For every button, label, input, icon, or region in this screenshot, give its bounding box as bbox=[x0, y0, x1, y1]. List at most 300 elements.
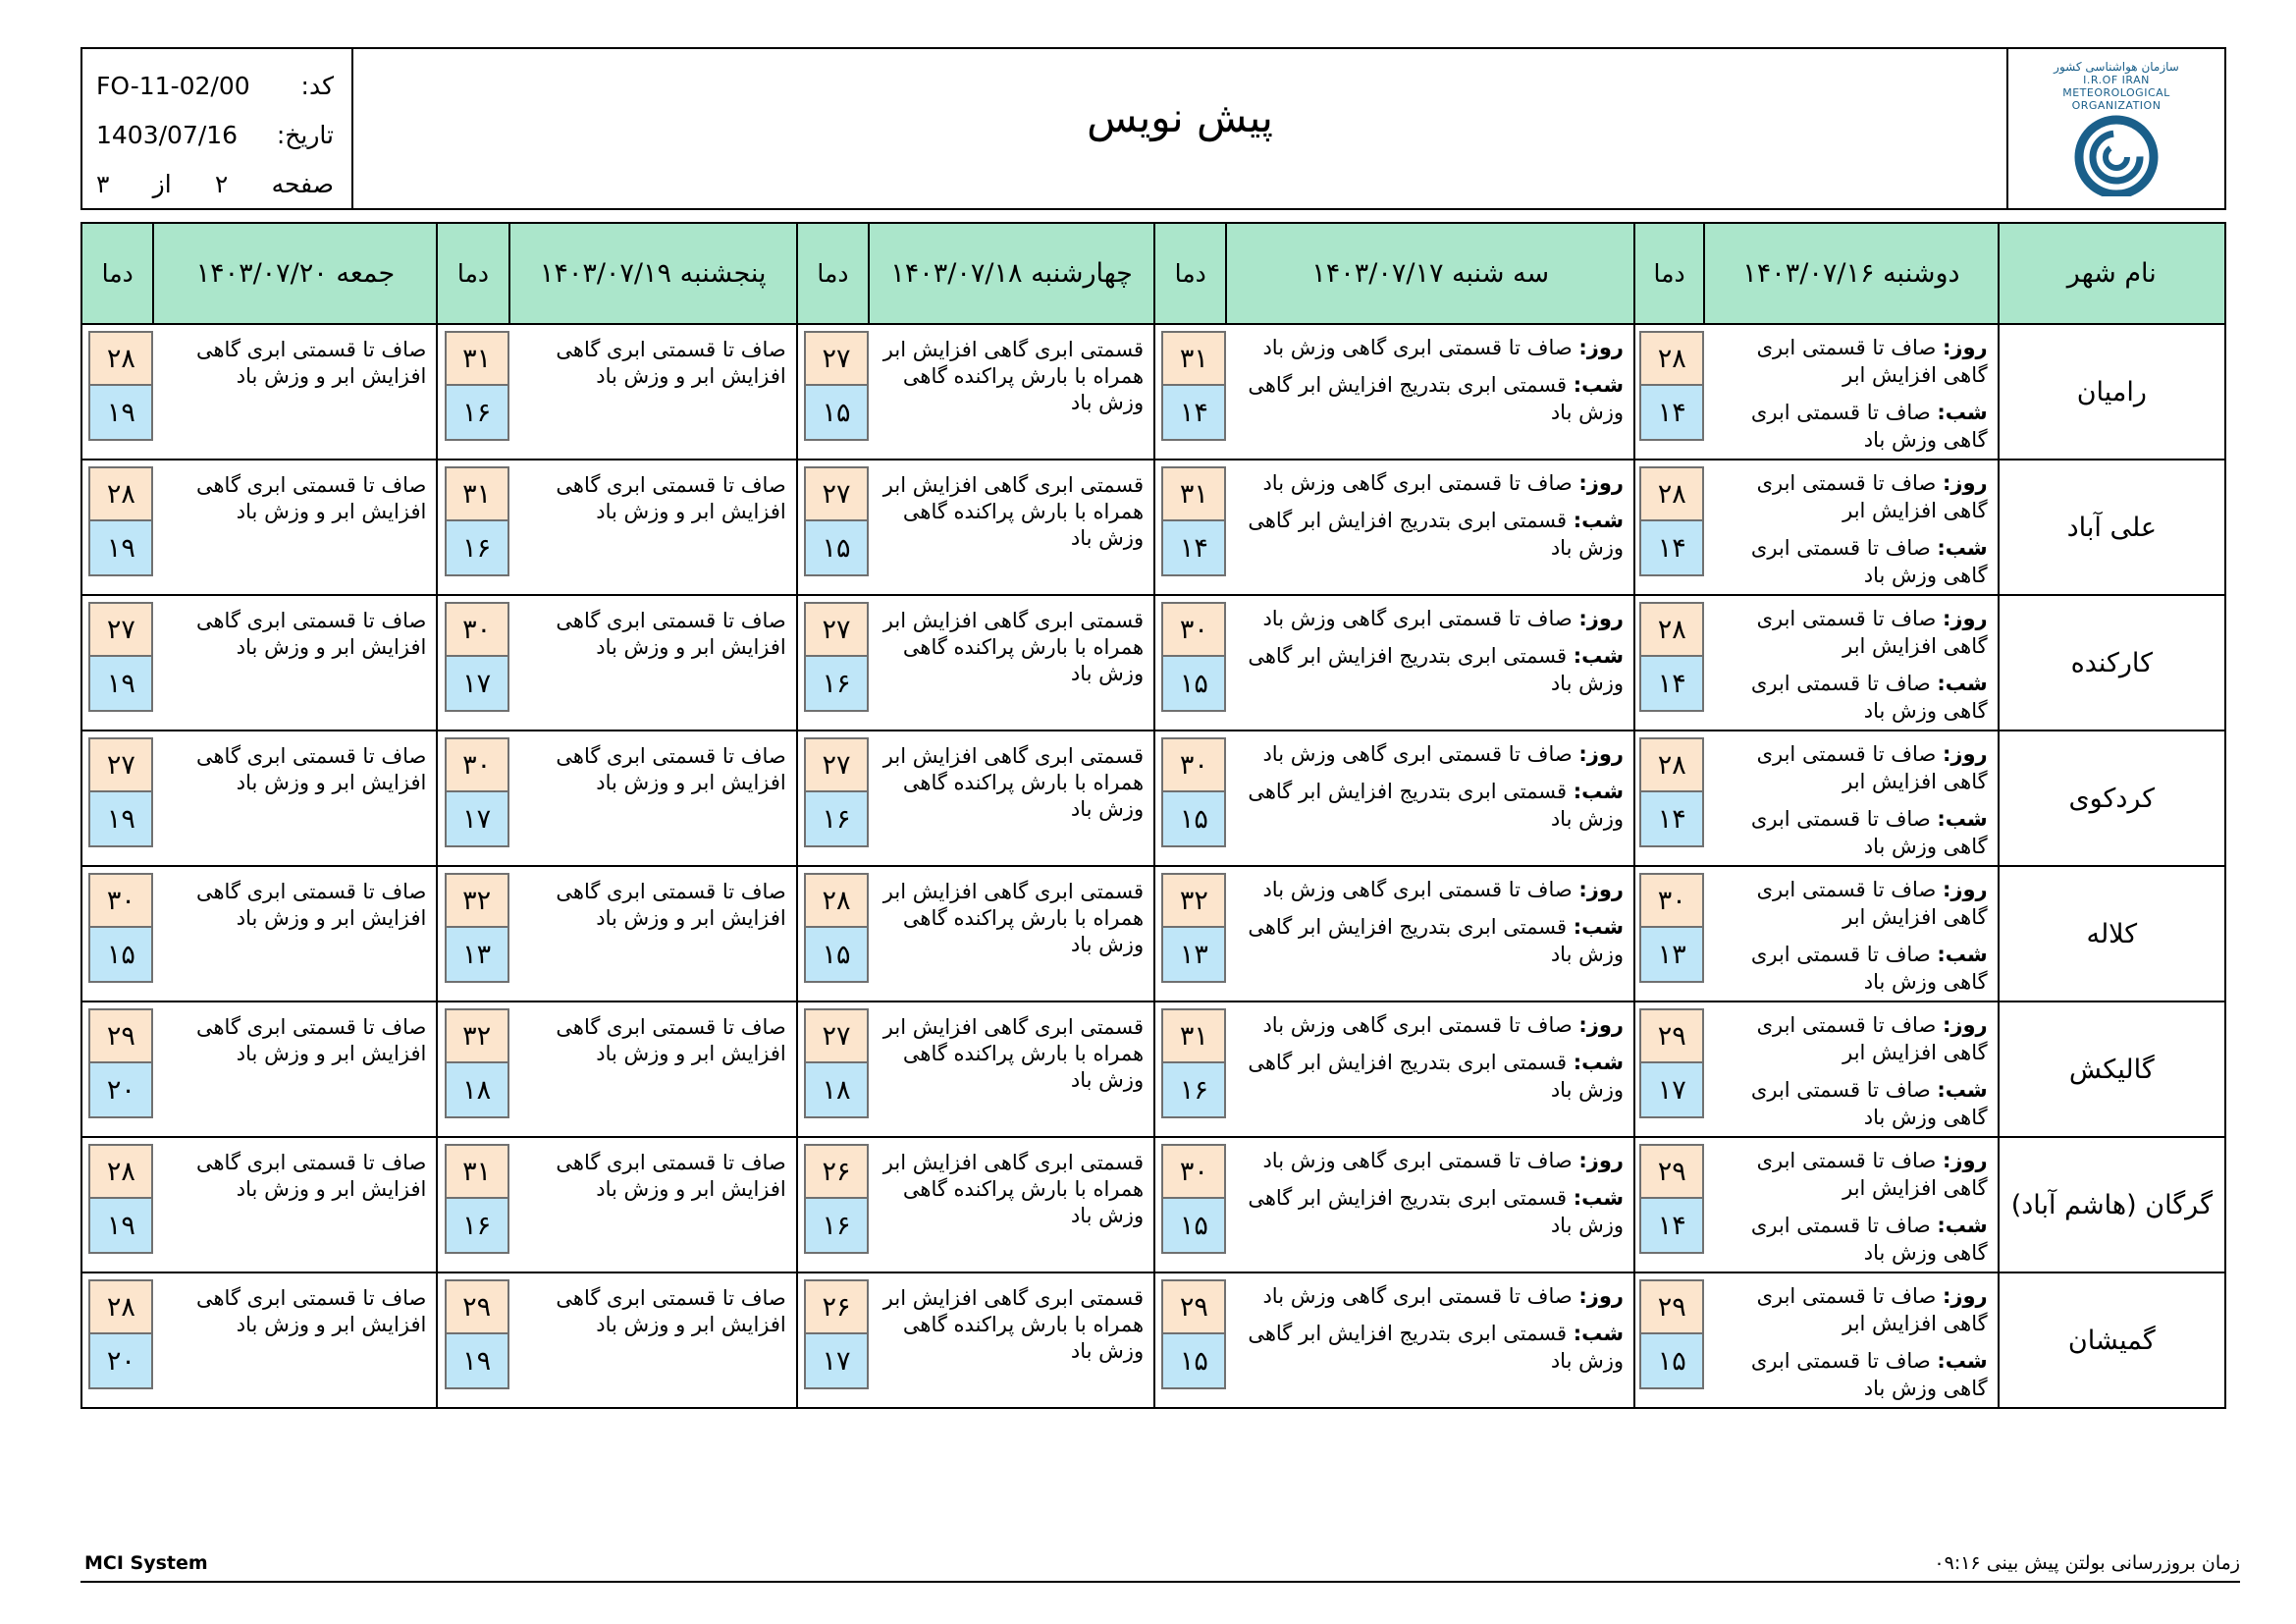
night-forecast-text: قسمتی ابری بتدریج افزایش ابر گاهی وزش باد bbox=[1248, 780, 1625, 831]
temp-header-1: دما bbox=[1634, 223, 1704, 324]
max-temperature: ۳۲ bbox=[445, 1008, 509, 1063]
day-forecast bbox=[1716, 1011, 1987, 1066]
day-forecast-text: صاف تا قسمتی ابری گاهی افزایش ابر bbox=[1756, 878, 1988, 929]
system-name: MCI System bbox=[84, 1552, 208, 1574]
max-temperature: ۳۱ bbox=[1161, 331, 1226, 386]
city-name: کلاله bbox=[1999, 866, 2225, 1001]
forecast-text: صاف تا قسمتی ابری گاهی افزایش ابر و وزش باد bbox=[556, 1286, 786, 1336]
forecast-text: صاف تا قسمتی ابری گاهی افزایش ابر و وزش باد bbox=[195, 1151, 427, 1201]
forecast-description bbox=[153, 324, 437, 460]
page-of: از bbox=[152, 169, 172, 198]
min-temperature: ۱۸ bbox=[445, 1063, 509, 1118]
temperature-cell bbox=[1634, 866, 1704, 1001]
night-forecast-text: قسمتی ابری بتدریج افزایش ابر گاهی وزش باد bbox=[1248, 1322, 1625, 1373]
day-label: روز: bbox=[1942, 742, 1988, 766]
max-temperature: ۲۹ bbox=[1161, 1279, 1226, 1334]
temperature-cell bbox=[1634, 731, 1704, 866]
night-label: شب: bbox=[1573, 1051, 1625, 1074]
update-time: ۰۹:۱۶ bbox=[1934, 1552, 1981, 1574]
min-temperature: ۱۶ bbox=[804, 657, 869, 712]
night-label: شب: bbox=[1937, 1078, 1988, 1102]
day-header-2: سه شنبه ۱۴۰۳/۰۷/۱۷ bbox=[1226, 223, 1634, 324]
day-label: روز: bbox=[1942, 878, 1988, 901]
night-label: شب: bbox=[1937, 1214, 1988, 1237]
night-forecast bbox=[1238, 778, 1624, 833]
max-temperature: ۲۹ bbox=[1639, 1008, 1704, 1063]
update-label: زمان بروزرسانی بولتن پیش بینی bbox=[1986, 1552, 2240, 1574]
forecast-description bbox=[509, 460, 797, 595]
forecast-description bbox=[1704, 731, 1998, 866]
min-temperature: ۱۵ bbox=[804, 521, 869, 576]
table-row bbox=[81, 731, 2225, 866]
min-temperature: ۱۵ bbox=[88, 928, 153, 983]
temperature-cell bbox=[1634, 1137, 1704, 1272]
temperature-cell bbox=[1154, 1001, 1226, 1137]
day-forecast-text: صاف تا قسمتی ابری گاهی وزش باد bbox=[1262, 471, 1573, 495]
day-forecast bbox=[1716, 605, 1987, 660]
page-row bbox=[96, 159, 334, 208]
day-forecast-text: صاف تا قسمتی ابری گاهی افزایش ابر bbox=[1756, 607, 1988, 658]
temperature-cell bbox=[797, 1001, 869, 1137]
min-temperature: ۱۹ bbox=[88, 1199, 153, 1254]
max-temperature: ۲۹ bbox=[88, 1008, 153, 1063]
night-label: شب: bbox=[1937, 1349, 1988, 1373]
max-temperature: ۲۷ bbox=[804, 602, 869, 657]
day-forecast bbox=[1716, 1282, 1987, 1337]
day-label: روز: bbox=[1942, 607, 1988, 630]
max-temperature: ۳۰ bbox=[1639, 873, 1704, 928]
min-temperature: ۱۴ bbox=[1639, 386, 1704, 441]
max-temperature: ۲۷ bbox=[88, 602, 153, 657]
temperature-cell bbox=[797, 1272, 869, 1408]
logo-text-en-1: I.R.OF IRAN bbox=[2083, 74, 2150, 86]
night-forecast-text: صاف تا قسمتی ابری گاهی وزش باد bbox=[1750, 401, 1988, 452]
page-current: ۲ bbox=[214, 169, 229, 198]
temperature-cell bbox=[81, 324, 153, 460]
code-value: FO-11-02/00 bbox=[96, 71, 250, 100]
document-footer bbox=[80, 1549, 2240, 1583]
night-forecast-text: صاف تا قسمتی ابری گاهی وزش باد bbox=[1750, 807, 1988, 858]
max-temperature: ۲۷ bbox=[804, 466, 869, 521]
night-forecast bbox=[1716, 1076, 1987, 1131]
temperature-cell bbox=[797, 324, 869, 460]
min-temperature: ۲۰ bbox=[88, 1063, 153, 1118]
temperature-cell bbox=[1634, 595, 1704, 731]
day-forecast bbox=[1716, 469, 1987, 524]
day-forecast-text: صاف تا قسمتی ابری گاهی افزایش ابر bbox=[1756, 471, 1988, 522]
min-temperature: ۱۶ bbox=[445, 386, 509, 441]
min-temperature: ۱۹ bbox=[88, 657, 153, 712]
forecast-text: قسمتی ابری گاهی افزایش ابر همراه با بارش پراکنده گاهی وزش باد bbox=[882, 880, 1145, 956]
min-temperature: ۱۶ bbox=[1161, 1063, 1226, 1118]
forecast-description bbox=[1704, 324, 1998, 460]
temperature-cell bbox=[1154, 460, 1226, 595]
min-temperature: ۱۳ bbox=[1161, 928, 1226, 983]
logo-spiral-icon bbox=[2062, 112, 2170, 196]
day-label: روز: bbox=[1578, 1013, 1625, 1037]
table-row bbox=[81, 460, 2225, 595]
forecast-text: قسمتی ابری گاهی افزایش ابر همراه با بارش پراکنده گاهی وزش باد bbox=[882, 338, 1145, 414]
logo-text-en-2: METEOROLOGICAL bbox=[2062, 86, 2170, 99]
temperature-cell bbox=[1154, 1272, 1226, 1408]
logo-text-en-3: ORGANIZATION bbox=[2071, 99, 2162, 112]
forecast-description bbox=[869, 1272, 1154, 1408]
temperature-cell bbox=[81, 1137, 153, 1272]
forecast-text: صاف تا قسمتی ابری گاهی افزایش ابر و وزش باد bbox=[556, 473, 786, 523]
table-row bbox=[81, 866, 2225, 1001]
min-temperature: ۱۶ bbox=[804, 792, 869, 847]
night-forecast-text: قسمتی ابری بتدریج افزایش ابر گاهی وزش باد bbox=[1248, 644, 1625, 695]
day-forecast bbox=[1716, 334, 1987, 389]
temperature-cell bbox=[437, 1001, 508, 1137]
max-temperature: ۳۱ bbox=[445, 466, 509, 521]
logo-container bbox=[2006, 49, 2224, 208]
night-label: شب: bbox=[1937, 807, 1988, 831]
night-forecast bbox=[1238, 1184, 1624, 1239]
temp-header-4: دما bbox=[437, 223, 508, 324]
night-forecast-text: صاف تا قسمتی ابری گاهی وزش باد bbox=[1750, 943, 1988, 994]
forecast-description bbox=[1226, 866, 1634, 1001]
day-forecast-text: صاف تا قسمتی ابری گاهی وزش باد bbox=[1262, 1149, 1573, 1172]
night-forecast-text: صاف تا قسمتی ابری گاهی وزش باد bbox=[1750, 1214, 1988, 1265]
forecast-description bbox=[153, 1272, 437, 1408]
forecast-description bbox=[869, 460, 1154, 595]
night-label: شب: bbox=[1573, 644, 1625, 668]
night-label: شب: bbox=[1573, 1186, 1625, 1210]
table-row bbox=[81, 1001, 2225, 1137]
max-temperature: ۲۷ bbox=[804, 331, 869, 386]
night-label: شب: bbox=[1937, 536, 1988, 560]
day-forecast-text: صاف تا قسمتی ابری گاهی وزش باد bbox=[1262, 1284, 1573, 1308]
max-temperature: ۳۰ bbox=[1161, 737, 1226, 792]
max-temperature: ۲۶ bbox=[804, 1144, 869, 1199]
min-temperature: ۱۹ bbox=[445, 1334, 509, 1389]
day-forecast bbox=[1238, 334, 1624, 361]
min-temperature: ۱۴ bbox=[1161, 521, 1226, 576]
day-label: روز: bbox=[1942, 336, 1988, 359]
max-temperature: ۲۸ bbox=[1639, 331, 1704, 386]
night-label: شب: bbox=[1573, 1322, 1625, 1345]
night-forecast-text: صاف تا قسمتی ابری گاهی وزش باد bbox=[1750, 536, 1988, 587]
max-temperature: ۲۸ bbox=[88, 331, 153, 386]
day-forecast-text: صاف تا قسمتی ابری گاهی افزایش ابر bbox=[1756, 1149, 1988, 1200]
temperature-cell bbox=[437, 866, 508, 1001]
page-label: صفحه bbox=[271, 169, 334, 198]
temperature-cell bbox=[81, 595, 153, 731]
date-label: تاریخ: bbox=[276, 120, 334, 149]
min-temperature: ۱۵ bbox=[1639, 1334, 1704, 1389]
day-forecast-text: صاف تا قسمتی ابری گاهی وزش باد bbox=[1262, 742, 1573, 766]
min-temperature: ۱۶ bbox=[445, 1199, 509, 1254]
table-row bbox=[81, 324, 2225, 460]
max-temperature: ۲۸ bbox=[1639, 602, 1704, 657]
day-forecast bbox=[1238, 1147, 1624, 1174]
temperature-cell bbox=[1634, 1272, 1704, 1408]
temperature-cell bbox=[797, 866, 869, 1001]
night-forecast-text: قسمتی ابری بتدریج افزایش ابر گاهی وزش باد bbox=[1248, 509, 1625, 560]
temperature-cell bbox=[81, 731, 153, 866]
temperature-cell bbox=[437, 1137, 508, 1272]
city-column-header: نام شهر bbox=[1999, 223, 2225, 324]
max-temperature: ۲۶ bbox=[804, 1279, 869, 1334]
forecast-text: صاف تا قسمتی ابری گاهی افزایش ابر و وزش باد bbox=[195, 473, 427, 523]
max-temperature: ۲۷ bbox=[88, 737, 153, 792]
night-forecast bbox=[1716, 1347, 1987, 1402]
city-name: کارکنده bbox=[1999, 595, 2225, 731]
day-forecast-text: صاف تا قسمتی ابری گاهی وزش باد bbox=[1262, 336, 1573, 359]
forecast-text: صاف تا قسمتی ابری گاهی افزایش ابر و وزش باد bbox=[195, 744, 427, 794]
forecast-description bbox=[153, 595, 437, 731]
forecast-text: صاف تا قسمتی ابری گاهی افزایش ابر و وزش باد bbox=[556, 1015, 786, 1065]
city-name: گمیشان bbox=[1999, 1272, 2225, 1408]
max-temperature: ۲۸ bbox=[1639, 466, 1704, 521]
forecast-text: صاف تا قسمتی ابری گاهی افزایش ابر و وزش باد bbox=[556, 338, 786, 388]
date-value: 1403/07/16 bbox=[96, 120, 239, 149]
city-name: گالیکش bbox=[1999, 1001, 2225, 1137]
max-temperature: ۲۸ bbox=[88, 1279, 153, 1334]
forecast-text: قسمتی ابری گاهی افزایش ابر همراه با بارش پراکنده گاهی وزش باد bbox=[882, 609, 1145, 685]
min-temperature: ۱۵ bbox=[804, 386, 869, 441]
day-forecast-text: صاف تا قسمتی ابری گاهی افزایش ابر bbox=[1756, 336, 1988, 387]
night-forecast bbox=[1238, 642, 1624, 697]
min-temperature: ۲۰ bbox=[88, 1334, 153, 1389]
day-label: روز: bbox=[1578, 1149, 1625, 1172]
night-label: شب: bbox=[1937, 401, 1988, 424]
forecast-description bbox=[1704, 1001, 1998, 1137]
forecast-text: صاف تا قسمتی ابری گاهی افزایش ابر و وزش باد bbox=[195, 1286, 427, 1336]
temp-header-5: دما bbox=[81, 223, 153, 324]
forecast-description bbox=[1704, 1137, 1998, 1272]
max-temperature: ۳۲ bbox=[1161, 873, 1226, 928]
min-temperature: ۱۹ bbox=[88, 521, 153, 576]
forecast-text: صاف تا قسمتی ابری گاهی افزایش ابر و وزش باد bbox=[195, 609, 427, 659]
night-label: شب: bbox=[1573, 509, 1625, 532]
day-label: روز: bbox=[1578, 1284, 1625, 1308]
forecast-description bbox=[509, 866, 797, 1001]
forecast-description bbox=[1704, 866, 1998, 1001]
day-header-1: دوشنبه ۱۴۰۳/۰۷/۱۶ bbox=[1704, 223, 1998, 324]
min-temperature: ۱۵ bbox=[1161, 792, 1226, 847]
forecast-description bbox=[1704, 595, 1998, 731]
max-temperature: ۲۷ bbox=[804, 737, 869, 792]
day-label: روز: bbox=[1942, 471, 1988, 495]
min-temperature: ۱۴ bbox=[1639, 657, 1704, 712]
temperature-cell bbox=[797, 595, 869, 731]
night-label: شب: bbox=[1573, 780, 1625, 803]
day-forecast bbox=[1238, 1011, 1624, 1039]
min-temperature: ۱۷ bbox=[445, 792, 509, 847]
day-forecast bbox=[1716, 740, 1987, 795]
forecast-text: قسمتی ابری گاهی افزایش ابر همراه با بارش پراکنده گاهی وزش باد bbox=[882, 1286, 1145, 1363]
table-row bbox=[81, 595, 2225, 731]
forecast-description bbox=[509, 731, 797, 866]
night-label: شب: bbox=[1573, 915, 1625, 939]
date-row bbox=[96, 110, 334, 159]
forecast-text: صاف تا قسمتی ابری گاهی افزایش ابر و وزش باد bbox=[195, 338, 427, 388]
document-title: پیش نویس bbox=[1087, 92, 1273, 141]
day-forecast bbox=[1238, 1282, 1624, 1310]
meteorological-organization-logo bbox=[2054, 61, 2179, 196]
forecast-description bbox=[1226, 460, 1634, 595]
min-temperature: ۱۶ bbox=[445, 521, 509, 576]
temperature-cell bbox=[1154, 866, 1226, 1001]
night-forecast-text: قسمتی ابری بتدریج افزایش ابر گاهی وزش باد bbox=[1248, 1186, 1625, 1237]
day-forecast bbox=[1238, 605, 1624, 632]
day-forecast bbox=[1716, 876, 1987, 931]
forecast-description bbox=[153, 1001, 437, 1137]
forecast-text: صاف تا قسمتی ابری گاهی افزایش ابر و وزش باد bbox=[195, 1015, 427, 1065]
max-temperature: ۳۰ bbox=[88, 873, 153, 928]
min-temperature: ۱۵ bbox=[1161, 1334, 1226, 1389]
forecast-description bbox=[509, 1137, 797, 1272]
update-time-info bbox=[1934, 1552, 2240, 1574]
table-header-row bbox=[81, 223, 2225, 324]
document-meta bbox=[82, 49, 353, 208]
max-temperature: ۳۲ bbox=[445, 873, 509, 928]
forecast-text: صاف تا قسمتی ابری گاهی افزایش ابر و وزش باد bbox=[556, 880, 786, 930]
max-temperature: ۲۸ bbox=[1639, 737, 1704, 792]
night-forecast-text: قسمتی ابری بتدریج افزایش ابر گاهی وزش باد bbox=[1248, 373, 1625, 424]
forecast-description bbox=[869, 1001, 1154, 1137]
temperature-cell bbox=[1154, 595, 1226, 731]
day-label: روز: bbox=[1942, 1013, 1988, 1037]
min-temperature: ۱۳ bbox=[1639, 928, 1704, 983]
min-temperature: ۱۴ bbox=[1639, 1199, 1704, 1254]
day-forecast-text: صاف تا قسمتی ابری گاهی افزایش ابر bbox=[1756, 1284, 1988, 1335]
table-row bbox=[81, 1137, 2225, 1272]
temperature-cell bbox=[1154, 731, 1226, 866]
max-temperature: ۳۰ bbox=[445, 737, 509, 792]
max-temperature: ۲۸ bbox=[88, 1144, 153, 1199]
day-forecast-text: صاف تا قسمتی ابری گاهی وزش باد bbox=[1262, 878, 1573, 901]
forecast-description bbox=[1226, 1137, 1634, 1272]
temperature-cell bbox=[797, 1137, 869, 1272]
night-forecast bbox=[1716, 941, 1987, 996]
forecast-description bbox=[153, 731, 437, 866]
day-header-5: جمعه ۱۴۰۳/۰۷/۲۰ bbox=[153, 223, 437, 324]
forecast-text: قسمتی ابری گاهی افزایش ابر همراه با بارش پراکنده گاهی وزش باد bbox=[882, 1151, 1145, 1227]
day-label: روز: bbox=[1942, 1284, 1988, 1308]
temperature-cell bbox=[797, 460, 869, 595]
forecast-text: قسمتی ابری گاهی افزایش ابر همراه با بارش پراکنده گاهی وزش باد bbox=[882, 1015, 1145, 1092]
forecast-description bbox=[1226, 1272, 1634, 1408]
min-temperature: ۱۷ bbox=[445, 657, 509, 712]
forecast-description bbox=[869, 731, 1154, 866]
forecast-description bbox=[869, 866, 1154, 1001]
night-forecast bbox=[1238, 1049, 1624, 1104]
max-temperature: ۳۱ bbox=[1161, 466, 1226, 521]
forecast-description bbox=[509, 595, 797, 731]
table-row bbox=[81, 1272, 2225, 1408]
night-forecast bbox=[1716, 670, 1987, 725]
day-forecast bbox=[1238, 876, 1624, 903]
min-temperature: ۱۸ bbox=[804, 1063, 869, 1118]
day-label: روز: bbox=[1578, 607, 1625, 630]
max-temperature: ۳۰ bbox=[445, 602, 509, 657]
min-temperature: ۱۵ bbox=[804, 928, 869, 983]
temperature-cell bbox=[437, 460, 508, 595]
forecast-description bbox=[1226, 324, 1634, 460]
min-temperature: ۱۹ bbox=[88, 792, 153, 847]
forecast-description bbox=[1226, 731, 1634, 866]
table-body bbox=[81, 324, 2225, 1408]
night-forecast bbox=[1238, 371, 1624, 426]
forecast-description bbox=[869, 324, 1154, 460]
night-forecast-text: قسمتی ابری بتدریج افزایش ابر گاهی وزش باد bbox=[1248, 915, 1625, 966]
day-label: روز: bbox=[1578, 742, 1625, 766]
max-temperature: ۲۸ bbox=[804, 873, 869, 928]
min-temperature: ۱۷ bbox=[804, 1334, 869, 1389]
temperature-cell bbox=[1634, 1001, 1704, 1137]
temperature-cell bbox=[437, 731, 508, 866]
forecast-text: قسمتی ابری گاهی افزایش ابر همراه با بارش پراکنده گاهی وزش باد bbox=[882, 473, 1145, 550]
temperature-cell bbox=[1154, 324, 1226, 460]
day-label: روز: bbox=[1578, 471, 1625, 495]
forecast-text: صاف تا قسمتی ابری گاهی افزایش ابر و وزش باد bbox=[556, 744, 786, 794]
day-header-3: چهارشنبه ۱۴۰۳/۰۷/۱۸ bbox=[869, 223, 1154, 324]
max-temperature: ۳۱ bbox=[445, 331, 509, 386]
city-name: علی آباد bbox=[1999, 460, 2225, 595]
night-forecast-text: صاف تا قسمتی ابری گاهی وزش باد bbox=[1750, 1078, 1988, 1129]
forecast-description bbox=[153, 460, 437, 595]
city-name: گرگان (هاشم آباد) bbox=[1999, 1137, 2225, 1272]
min-temperature: ۱۶ bbox=[804, 1199, 869, 1254]
logo-text-fa: سازمان هواشناسی کشور bbox=[2054, 60, 2179, 74]
max-temperature: ۳۱ bbox=[1161, 1008, 1226, 1063]
night-forecast bbox=[1716, 534, 1987, 589]
temperature-cell bbox=[81, 1272, 153, 1408]
min-temperature: ۱۴ bbox=[1639, 792, 1704, 847]
night-label: شب: bbox=[1937, 943, 1988, 966]
night-forecast bbox=[1238, 913, 1624, 968]
day-forecast bbox=[1238, 740, 1624, 768]
forecast-description bbox=[1704, 1272, 1998, 1408]
max-temperature: ۲۸ bbox=[88, 466, 153, 521]
day-label: روز: bbox=[1578, 878, 1625, 901]
forecast-description bbox=[869, 1137, 1154, 1272]
night-label: شب: bbox=[1937, 672, 1988, 695]
temperature-cell bbox=[1154, 1137, 1226, 1272]
forecast-description bbox=[509, 324, 797, 460]
day-forecast-text: صاف تا قسمتی ابری گاهی وزش باد bbox=[1262, 1013, 1573, 1037]
temperature-cell bbox=[437, 1272, 508, 1408]
temperature-cell bbox=[1634, 324, 1704, 460]
day-forecast-text: صاف تا قسمتی ابری گاهی افزایش ابر bbox=[1756, 742, 1988, 793]
day-forecast-text: صاف تا قسمتی ابری گاهی افزایش ابر bbox=[1756, 1013, 1988, 1064]
night-forecast-text: صاف تا قسمتی ابری گاهی وزش باد bbox=[1750, 1349, 1988, 1400]
min-temperature: ۱۹ bbox=[88, 386, 153, 441]
page-total: ۳ bbox=[96, 169, 110, 198]
document-header bbox=[80, 47, 2226, 210]
night-forecast bbox=[1238, 1320, 1624, 1375]
forecast-description bbox=[153, 866, 437, 1001]
night-forecast bbox=[1716, 805, 1987, 860]
city-name: کردکوی bbox=[1999, 731, 2225, 866]
temperature-cell bbox=[1634, 460, 1704, 595]
forecast-description bbox=[869, 595, 1154, 731]
forecast-text: صاف تا قسمتی ابری گاهی افزایش ابر و وزش باد bbox=[556, 1151, 786, 1201]
city-name: رامیان bbox=[1999, 324, 2225, 460]
day-forecast bbox=[1238, 469, 1624, 497]
temperature-cell bbox=[81, 866, 153, 1001]
night-forecast bbox=[1716, 1212, 1987, 1267]
temperature-cell bbox=[81, 1001, 153, 1137]
temperature-cell bbox=[81, 460, 153, 595]
max-temperature: ۳۰ bbox=[1161, 602, 1226, 657]
min-temperature: ۱۵ bbox=[1161, 1199, 1226, 1254]
day-forecast bbox=[1716, 1147, 1987, 1202]
day-forecast-text: صاف تا قسمتی ابری گاهی وزش باد bbox=[1262, 607, 1573, 630]
